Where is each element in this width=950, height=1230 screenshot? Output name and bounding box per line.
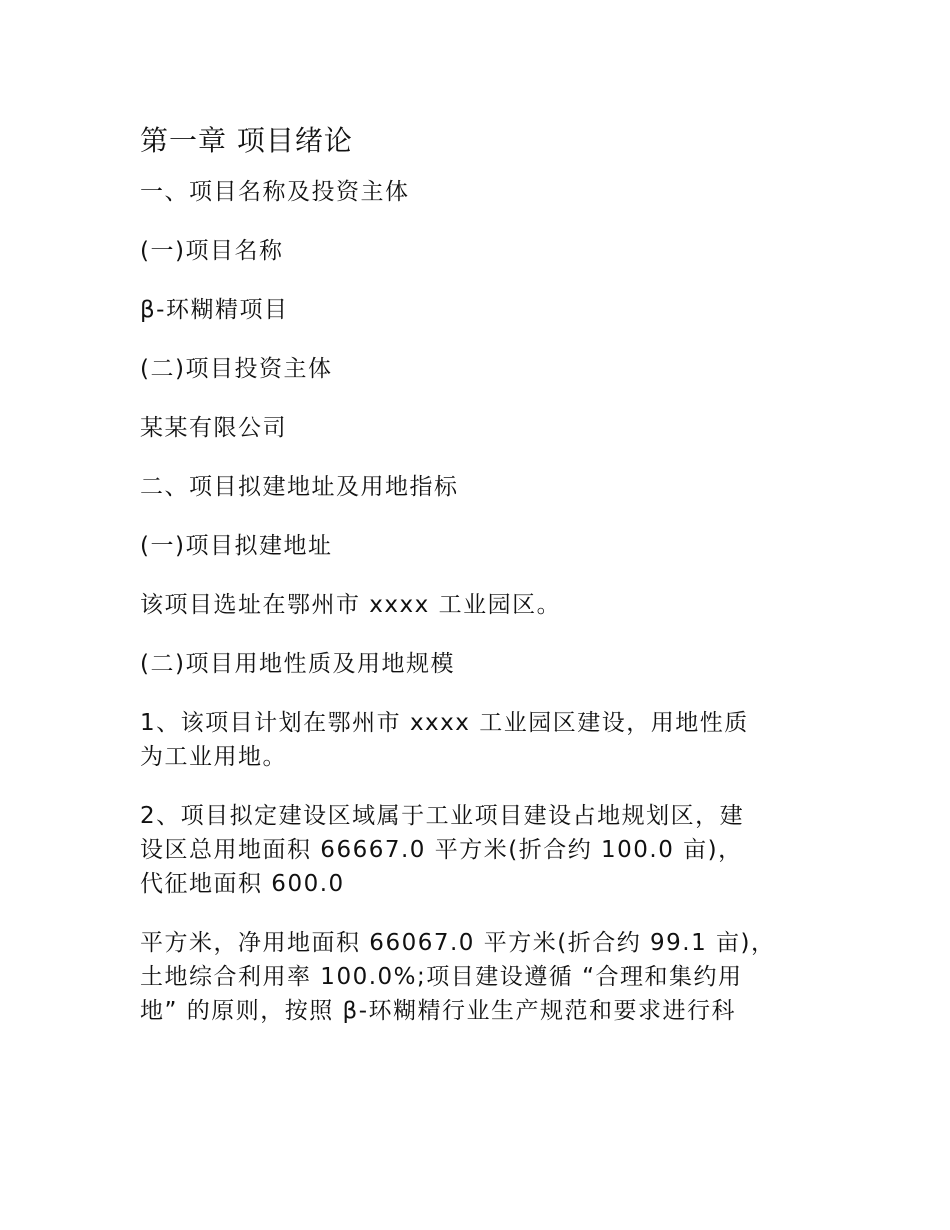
subsection-heading-investor	[140, 352, 830, 386]
section-heading-site-land	[140, 470, 830, 504]
text-line: 代征地面积 600.0	[140, 871, 345, 897]
text-line: 平方米，净用地面积 66067.0 平方米(折合约 99.1 亩)，	[140, 930, 776, 956]
chapter-title: 第一章 项目绪论	[140, 124, 353, 157]
text-line: β-环糊精项目	[140, 297, 289, 323]
text-line: (一)项目拟建地址	[140, 533, 333, 559]
text-line: 1、该项目计划在鄂州市 xxxx 工业园区建设，用地性质	[140, 710, 749, 736]
text-line: 二、项目拟建地址及用地指标	[140, 474, 459, 500]
subsection-heading-project-name	[140, 234, 830, 268]
text-line: 设区总用地面积 66667.0 平方米(折合约 100.0 亩)，	[140, 837, 743, 863]
text-line: (二)项目投资主体	[140, 356, 333, 382]
text-line: 为工业用地。	[140, 744, 287, 770]
text-line: 某某有限公司	[140, 415, 287, 441]
paragraph-land-area	[140, 799, 830, 901]
document-content	[140, 116, 830, 1028]
text-line: 该项目选址在鄂州市 xxxx 工业园区。	[140, 592, 562, 618]
subsection-heading-land-use	[140, 647, 830, 681]
text-line: 2、项目拟定建设区域属于工业项目建设占地规划区，建	[140, 803, 745, 829]
text-line: 一、项目名称及投资主体	[140, 179, 410, 205]
site-value	[140, 588, 830, 622]
text-line: 地” 的原则，按照 β-环糊精行业生产规范和要求进行科	[140, 998, 737, 1024]
subsection-heading-site	[140, 529, 830, 563]
paragraph-net-land	[140, 926, 830, 1028]
investor-value	[140, 411, 830, 445]
project-name-value	[140, 293, 830, 327]
paragraph-land-nature	[140, 706, 830, 774]
text-line: (二)项目用地性质及用地规模	[140, 651, 455, 677]
text-line: 土地综合利用率 100.0%;项目建设遵循 “合理和集约用	[140, 964, 743, 990]
section-heading-project-name-investor	[140, 175, 830, 209]
text-line: (一)项目名称	[140, 238, 284, 264]
